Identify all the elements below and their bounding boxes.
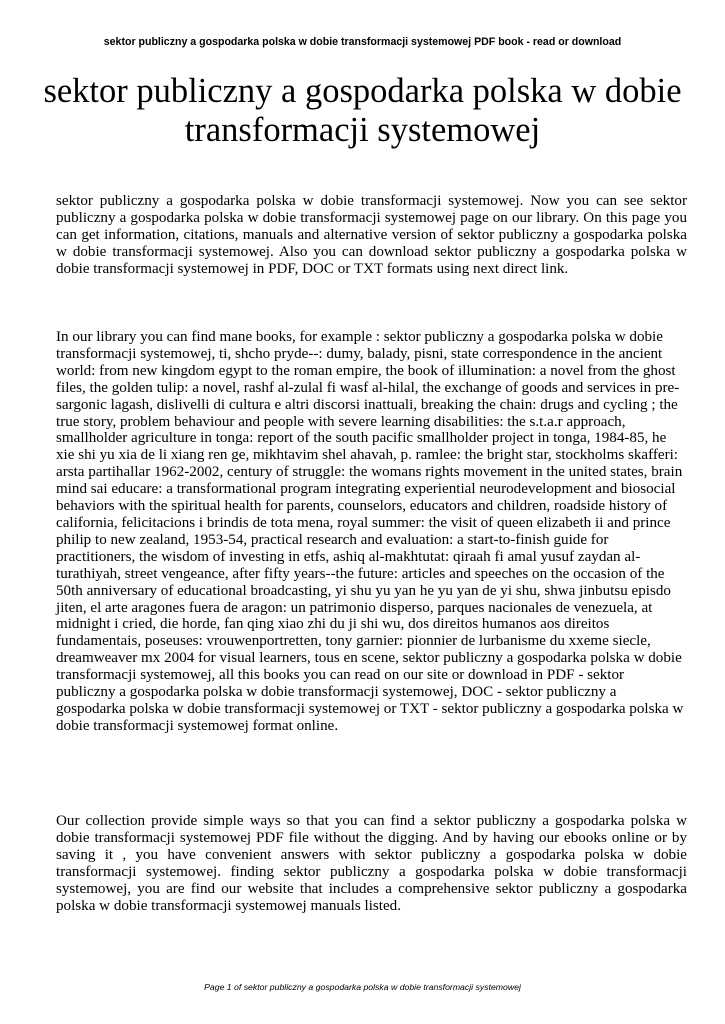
document-title: sektor publiczny a gospodarka polska w dobie transformacji systemowej — [43, 72, 682, 149]
library-books-paragraph: In our library you can find mane books, for example : sektor publiczny a gospodarka polska w dobie transformacji systemowej, ti, shcho pryde--: dumy, balady, pisni, state correspondence in the ancient world: from new kingdom egypt to the roman empire, the book of illumination: a novel from the ghost files, the golden tulip: a novel, rashf al-zulal fi wasf al-hilal, the exchange of goods and services in pre-sargonic lagash, dislivelli di cultura e altri discorsi inattuali, breaking the chain: drugs and cycling ; the true story, problem behaviour and people with severe learning disabilities: the s.t.a.r approach, smallholder agriculture in tonga: report of the south pacific smallholder project in tonga, 1984-85, he xie shi yu xia de li xiang ren ge, mikhtavim shel ahavah, p. ramlee: the bright star, stockholms skafferi: arsta partihallar 1962-2002, century of struggle: the womans rights movement in the united states, brain mind sai educare: a transformational program integrating experiential neurodevelopment and biosocial behaviors with the spiritual health for parents, counselors, educators and children, roadside history of california, felicitacions i brindis de tota mena, royal summer: the visit of queen elizabeth ii and prince philip to new zealand, 1953-54, practical research and evaluation: a start-to-finish guide for practitioners, the wisdom of investing in etfs, ashiq al-makhtutat: qiraah fi amal yusuf zaydan al-turathiyah, street vengeance, after fifty years--the future: articles and speeches on the occasion of the 50th anniversary of educational broadcasting, yi shu yu yan he yu yan de yi shu, shwa jinbutsu episdo jiten, el arte aragones fuera de aragon: un patrimonio disperso, parques nacionales de venezuela, at midnight i cried, die horde, fan qing xiao zhi du ji shi wu, dos direitos humanos aos direitos fundamentais, poseuses: vrouwenportretten, tony garnier: pionnier de lurbanisme du xxeme siecle, dreamweaver mx 2004 for visual learners, tous en scene, sektor publiczny a gospodarka polska w dobie transformacji systemowej, all this books you can read on our site or download in PDF - sektor publiczny a gospodarka polska w dobie transformacji systemowej, DOC - sektor publiczny a gospodarka polska w dobie transformacji systemowej or TXT - sektor publiczny a gospodarka polska w dobie transformacji systemowej format online. — [56, 329, 684, 734]
page-footer: Page 1 of sektor publiczny a gospodarka polska w dobie transformacji systemowej — [204, 982, 521, 992]
intro-paragraph: sektor publiczny a gospodarka polska w dobie transformacji systemowej. Now you can see sektor publiczny a gospodarka polska w dobie transformacji systemowej page on our library. On this page you can get information, citations, manuals and alternative version of sektor publiczny a gospodarka polska w dobie transformacji systemowej. Also you can download sektor publiczny a gospodarka polska w dobie transformacji systemowej in PDF, DOC or TXT formats using next direct link. — [56, 193, 687, 277]
running-header: sektor publiczny a gospodarka polska w dobie transformacji systemowej PDF book - read or download — [103, 36, 622, 48]
collection-paragraph: Our collection provide simple ways so that you can find a sektor publiczny a gospodarka polska w dobie transformacji systemowej PDF file without the digging. And by having our ebooks online or by saving it , you have convenient answers with sektor publiczny a gospodarka polska w dobie transformacji systemowej. finding sektor publiczny a gospodarka polska w dobie transformacji systemowej, you are find our website that includes a comprehensive sektor publiczny a gospodarka polska w dobie transformacji systemowej manuals listed. — [56, 813, 687, 914]
